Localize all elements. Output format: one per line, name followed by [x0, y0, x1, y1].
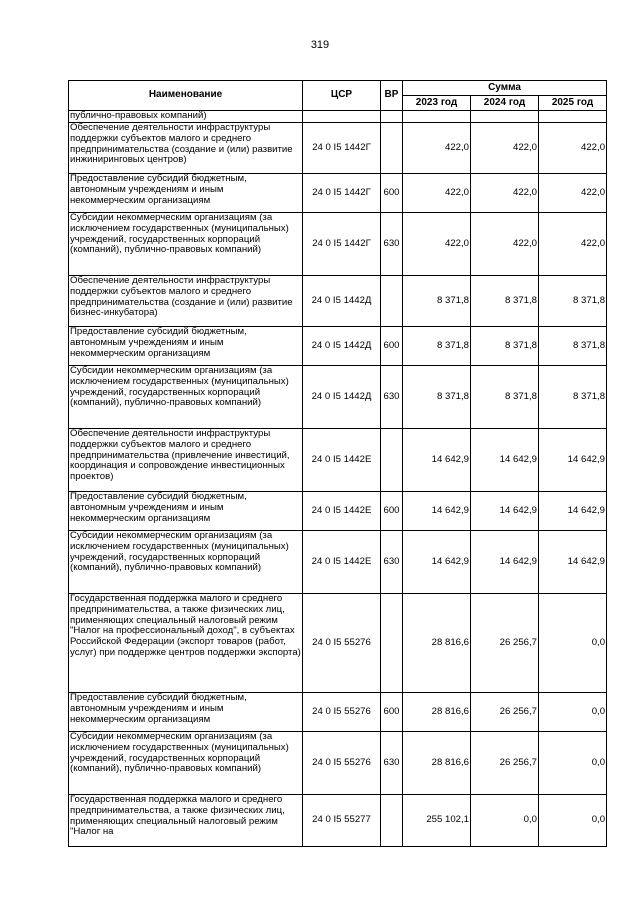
vr-cell: 630	[381, 732, 403, 795]
sum-2023-cell: 422,0	[403, 174, 471, 213]
csr-cell: 24 0 I5 1442Е	[303, 531, 381, 594]
vr-cell	[381, 123, 403, 174]
table-row	[69, 327, 607, 366]
header-2024: 2024 год	[471, 96, 539, 111]
sum-2023-cell: 422,0	[403, 213, 471, 276]
header-vr: ВР	[381, 81, 403, 111]
vr-cell	[381, 594, 403, 693]
table-body	[69, 111, 607, 847]
header-2023: 2023 год	[403, 96, 471, 111]
name-cell: Обеспечение деятельности инфраструктуры поддержки субъектов малого и среднего предпринимательства (привлечение инвестиций, координация и сопровождение инвестиционных проектов)	[69, 429, 303, 492]
sum-2025-cell: 422,0	[539, 174, 607, 213]
name-cell: Обеспечение деятельности инфраструктуры поддержки субъектов малого и среднего предпринимательства (создание и (или) развитие инжиниринговых центров)	[69, 123, 303, 174]
csr-cell: 24 0 I5 55276	[303, 594, 381, 693]
budget-table	[68, 80, 607, 847]
sum-2023-cell: 28 816,6	[403, 693, 471, 732]
name-cell: Субсидии некоммерческим организациям (за исключением государственных (муниципальных) учреждений, государственных корпораций (компаний), публично-правовых компаний)	[69, 732, 303, 795]
csr-cell: 24 0 I5 55277	[303, 795, 381, 847]
sum-2023-cell: 28 816,6	[403, 594, 471, 693]
table-row	[69, 492, 607, 531]
name-cell: Субсидии некоммерческим организациям (за исключением государственных (муниципальных) учреждений, государственных корпораций (компаний), публично-правовых компаний)	[69, 366, 303, 429]
sum-2025-cell: 0,0	[539, 795, 607, 847]
sum-2023-cell: 14 642,9	[403, 429, 471, 492]
csr-cell: 24 0 I5 1442Г	[303, 123, 381, 174]
sum-2023-cell: 8 371,8	[403, 327, 471, 366]
sum-2023-cell: 422,0	[403, 123, 471, 174]
name-cell: Государственная поддержка малого и среднего предпринимательства, а также физических лиц, применяющих специальный налоговый режим "Налог на	[69, 795, 303, 847]
table-row	[69, 213, 607, 276]
table-row	[69, 366, 607, 429]
name-cell: Субсидии некоммерческим организациям (за исключением государственных (муниципальных) учреждений, государственных корпораций (компаний), публично-правовых компаний)	[69, 531, 303, 594]
vr-cell: 630	[381, 366, 403, 429]
table-header	[69, 81, 607, 111]
sum-2025-cell	[539, 111, 607, 123]
sum-2024-cell	[471, 111, 539, 123]
table-row	[69, 693, 607, 732]
name-cell: Обеспечение деятельности инфраструктуры поддержки субъектов малого и среднего предпринимательства (создание и (или) развитие бизнес-инкубатора)	[69, 276, 303, 327]
sum-2025-cell: 14 642,9	[539, 531, 607, 594]
sum-2025-cell: 0,0	[539, 732, 607, 795]
sum-2025-cell: 0,0	[539, 594, 607, 693]
table-row	[69, 123, 607, 174]
csr-cell: 24 0 I5 1442Е	[303, 492, 381, 531]
name-cell: Предоставление субсидий бюджетным, автономным учреждениям и иным некоммерческим организациям	[69, 693, 303, 732]
sum-2024-cell: 422,0	[471, 123, 539, 174]
table-row	[69, 429, 607, 492]
table-row	[69, 795, 607, 847]
sum-2025-cell: 0,0	[539, 693, 607, 732]
sum-2025-cell: 8 371,8	[539, 276, 607, 327]
sum-2024-cell: 26 256,7	[471, 732, 539, 795]
sum-2023-cell: 255 102,1	[403, 795, 471, 847]
sum-2024-cell: 14 642,9	[471, 492, 539, 531]
sum-2024-cell: 8 371,8	[471, 327, 539, 366]
sum-2024-cell: 26 256,7	[471, 693, 539, 732]
table-row	[69, 732, 607, 795]
page-number: 319	[310, 39, 330, 51]
vr-cell	[381, 429, 403, 492]
vr-cell: 630	[381, 531, 403, 594]
sum-2024-cell: 422,0	[471, 213, 539, 276]
vr-cell	[381, 276, 403, 327]
sum-2023-cell: 14 642,9	[403, 531, 471, 594]
vr-cell: 600	[381, 492, 403, 531]
csr-cell: 24 0 I5 1442Г	[303, 174, 381, 213]
table-row	[69, 174, 607, 213]
csr-cell: 24 0 I5 1442Д	[303, 276, 381, 327]
csr-cell	[303, 111, 381, 123]
vr-cell	[381, 795, 403, 847]
csr-cell: 24 0 I5 1442Е	[303, 429, 381, 492]
table-row	[69, 111, 607, 123]
table-row	[69, 594, 607, 693]
vr-cell: 600	[381, 693, 403, 732]
sum-2024-cell: 14 642,9	[471, 429, 539, 492]
vr-cell: 600	[381, 174, 403, 213]
name-cell: Государственная поддержка малого и среднего предпринимательства, а также физических лиц, применяющих специальный налоговый режим "Налог на профессиональный доход", в субъектах Российской Федерации (экспорт товаров (работ, услуг) при поддержке центров поддержки экспорта)	[69, 594, 303, 693]
vr-cell: 630	[381, 213, 403, 276]
sum-2025-cell: 422,0	[539, 123, 607, 174]
csr-cell: 24 0 I5 1442Д	[303, 366, 381, 429]
header-sum: Сумма	[403, 81, 607, 96]
sum-2024-cell: 8 371,8	[471, 366, 539, 429]
sum-2023-cell: 8 371,8	[403, 366, 471, 429]
name-cell: Предоставление субсидий бюджетным, автономным учреждениям и иным некоммерческим организациям	[69, 327, 303, 366]
csr-cell: 24 0 I5 1442Д	[303, 327, 381, 366]
header-2025: 2025 год	[539, 96, 607, 111]
sum-2023-cell	[403, 111, 471, 123]
sum-2024-cell: 14 642,9	[471, 531, 539, 594]
sum-2023-cell: 28 816,6	[403, 732, 471, 795]
name-cell: Предоставление субсидий бюджетным, автономным учреждениям и иным некоммерческим организациям	[69, 174, 303, 213]
vr-cell: 600	[381, 327, 403, 366]
sum-2025-cell: 8 371,8	[539, 327, 607, 366]
csr-cell: 24 0 I5 55276	[303, 693, 381, 732]
sum-2023-cell: 14 642,9	[403, 492, 471, 531]
header-csr: ЦСР	[303, 81, 381, 111]
sum-2024-cell: 8 371,8	[471, 276, 539, 327]
name-cell: публично-правовых компаний)	[69, 111, 303, 123]
sum-2024-cell: 26 256,7	[471, 594, 539, 693]
table-row	[69, 276, 607, 327]
csr-cell: 24 0 I5 1442Г	[303, 213, 381, 276]
sum-2025-cell: 422,0	[539, 213, 607, 276]
table-row	[69, 531, 607, 594]
name-cell: Субсидии некоммерческим организациям (за исключением государственных (муниципальных) учреждений, государственных корпораций (компаний), публично-правовых компаний)	[69, 213, 303, 276]
vr-cell	[381, 111, 403, 123]
header-name: Наименование	[69, 81, 303, 111]
sum-2025-cell: 14 642,9	[539, 492, 607, 531]
name-cell: Предоставление субсидий бюджетным, автономным учреждениям и иным некоммерческим организациям	[69, 492, 303, 531]
sum-2024-cell: 422,0	[471, 174, 539, 213]
sum-2025-cell: 8 371,8	[539, 366, 607, 429]
sum-2023-cell: 8 371,8	[403, 276, 471, 327]
csr-cell: 24 0 I5 55276	[303, 732, 381, 795]
sum-2024-cell: 0,0	[471, 795, 539, 847]
sum-2025-cell: 14 642,9	[539, 429, 607, 492]
